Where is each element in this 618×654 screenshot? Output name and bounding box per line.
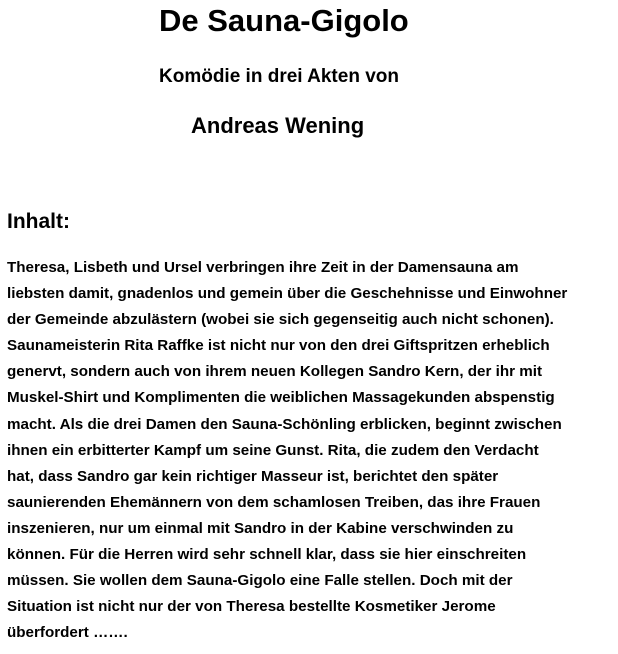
summary-line: der Gemeinde abzulästern (wobei sie sich gegenseitig auch nicht schonen). bbox=[7, 311, 554, 329]
document-subtitle: Komödie in drei Akten von bbox=[159, 66, 399, 87]
section-heading: Inhalt: bbox=[7, 210, 70, 233]
summary-line: Situation ist nicht nur der von Theresa bestellte Kosmetiker Jerome bbox=[7, 598, 496, 616]
document-title: De Sauna-Gigolo bbox=[159, 3, 409, 38]
summary-line: genervt, sondern auch von ihrem neuen Kollegen Sandro Kern, der ihr mit bbox=[7, 363, 543, 381]
summary-paragraph bbox=[7, 255, 613, 646]
summary-line: Muskel-Shirt und Komplimenten die weiblichen Massagekunden abspenstig bbox=[7, 389, 555, 407]
summary-line: saunierenden Ehemännern von dem schamlosen Treiben, das ihre Frauen bbox=[7, 493, 541, 511]
summary-line: macht. Als die drei Damen den Sauna-Schönling erblicken, beginnt zwischen bbox=[7, 415, 562, 433]
summary-line: hat, dass Sandro gar kein richtiger Masseur ist, berichtet den später bbox=[7, 467, 499, 485]
summary-line: müssen. Sie wollen dem Sauna-Gigolo eine Falle stellen. Doch mit der bbox=[7, 572, 513, 590]
author-name: Andreas Wening bbox=[191, 113, 365, 138]
summary-line: ihnen ein erbitterter Kampf um seine Gunst. Rita, die zudem den Verdacht bbox=[7, 441, 539, 459]
summary-line: inszenieren, nur um einmal mit Sandro in der Kabine verschwinden zu bbox=[7, 519, 514, 537]
summary-line: Theresa, Lisbeth und Ursel verbringen ihre Zeit in der Damensauna am bbox=[7, 259, 519, 276]
summary-line: überfordert ……. bbox=[7, 624, 128, 642]
summary-line: liebsten damit, gnadenlos und gemein über die Geschehnisse und Einwohner bbox=[7, 285, 568, 303]
summary-line: können. Für die Herren wird sehr schnell klar, dass sie hier einschreiten bbox=[7, 546, 527, 564]
summary-line: Saunameisterin Rita Raffke ist nicht nur von den drei Giftspritzen erheblich bbox=[7, 337, 550, 355]
